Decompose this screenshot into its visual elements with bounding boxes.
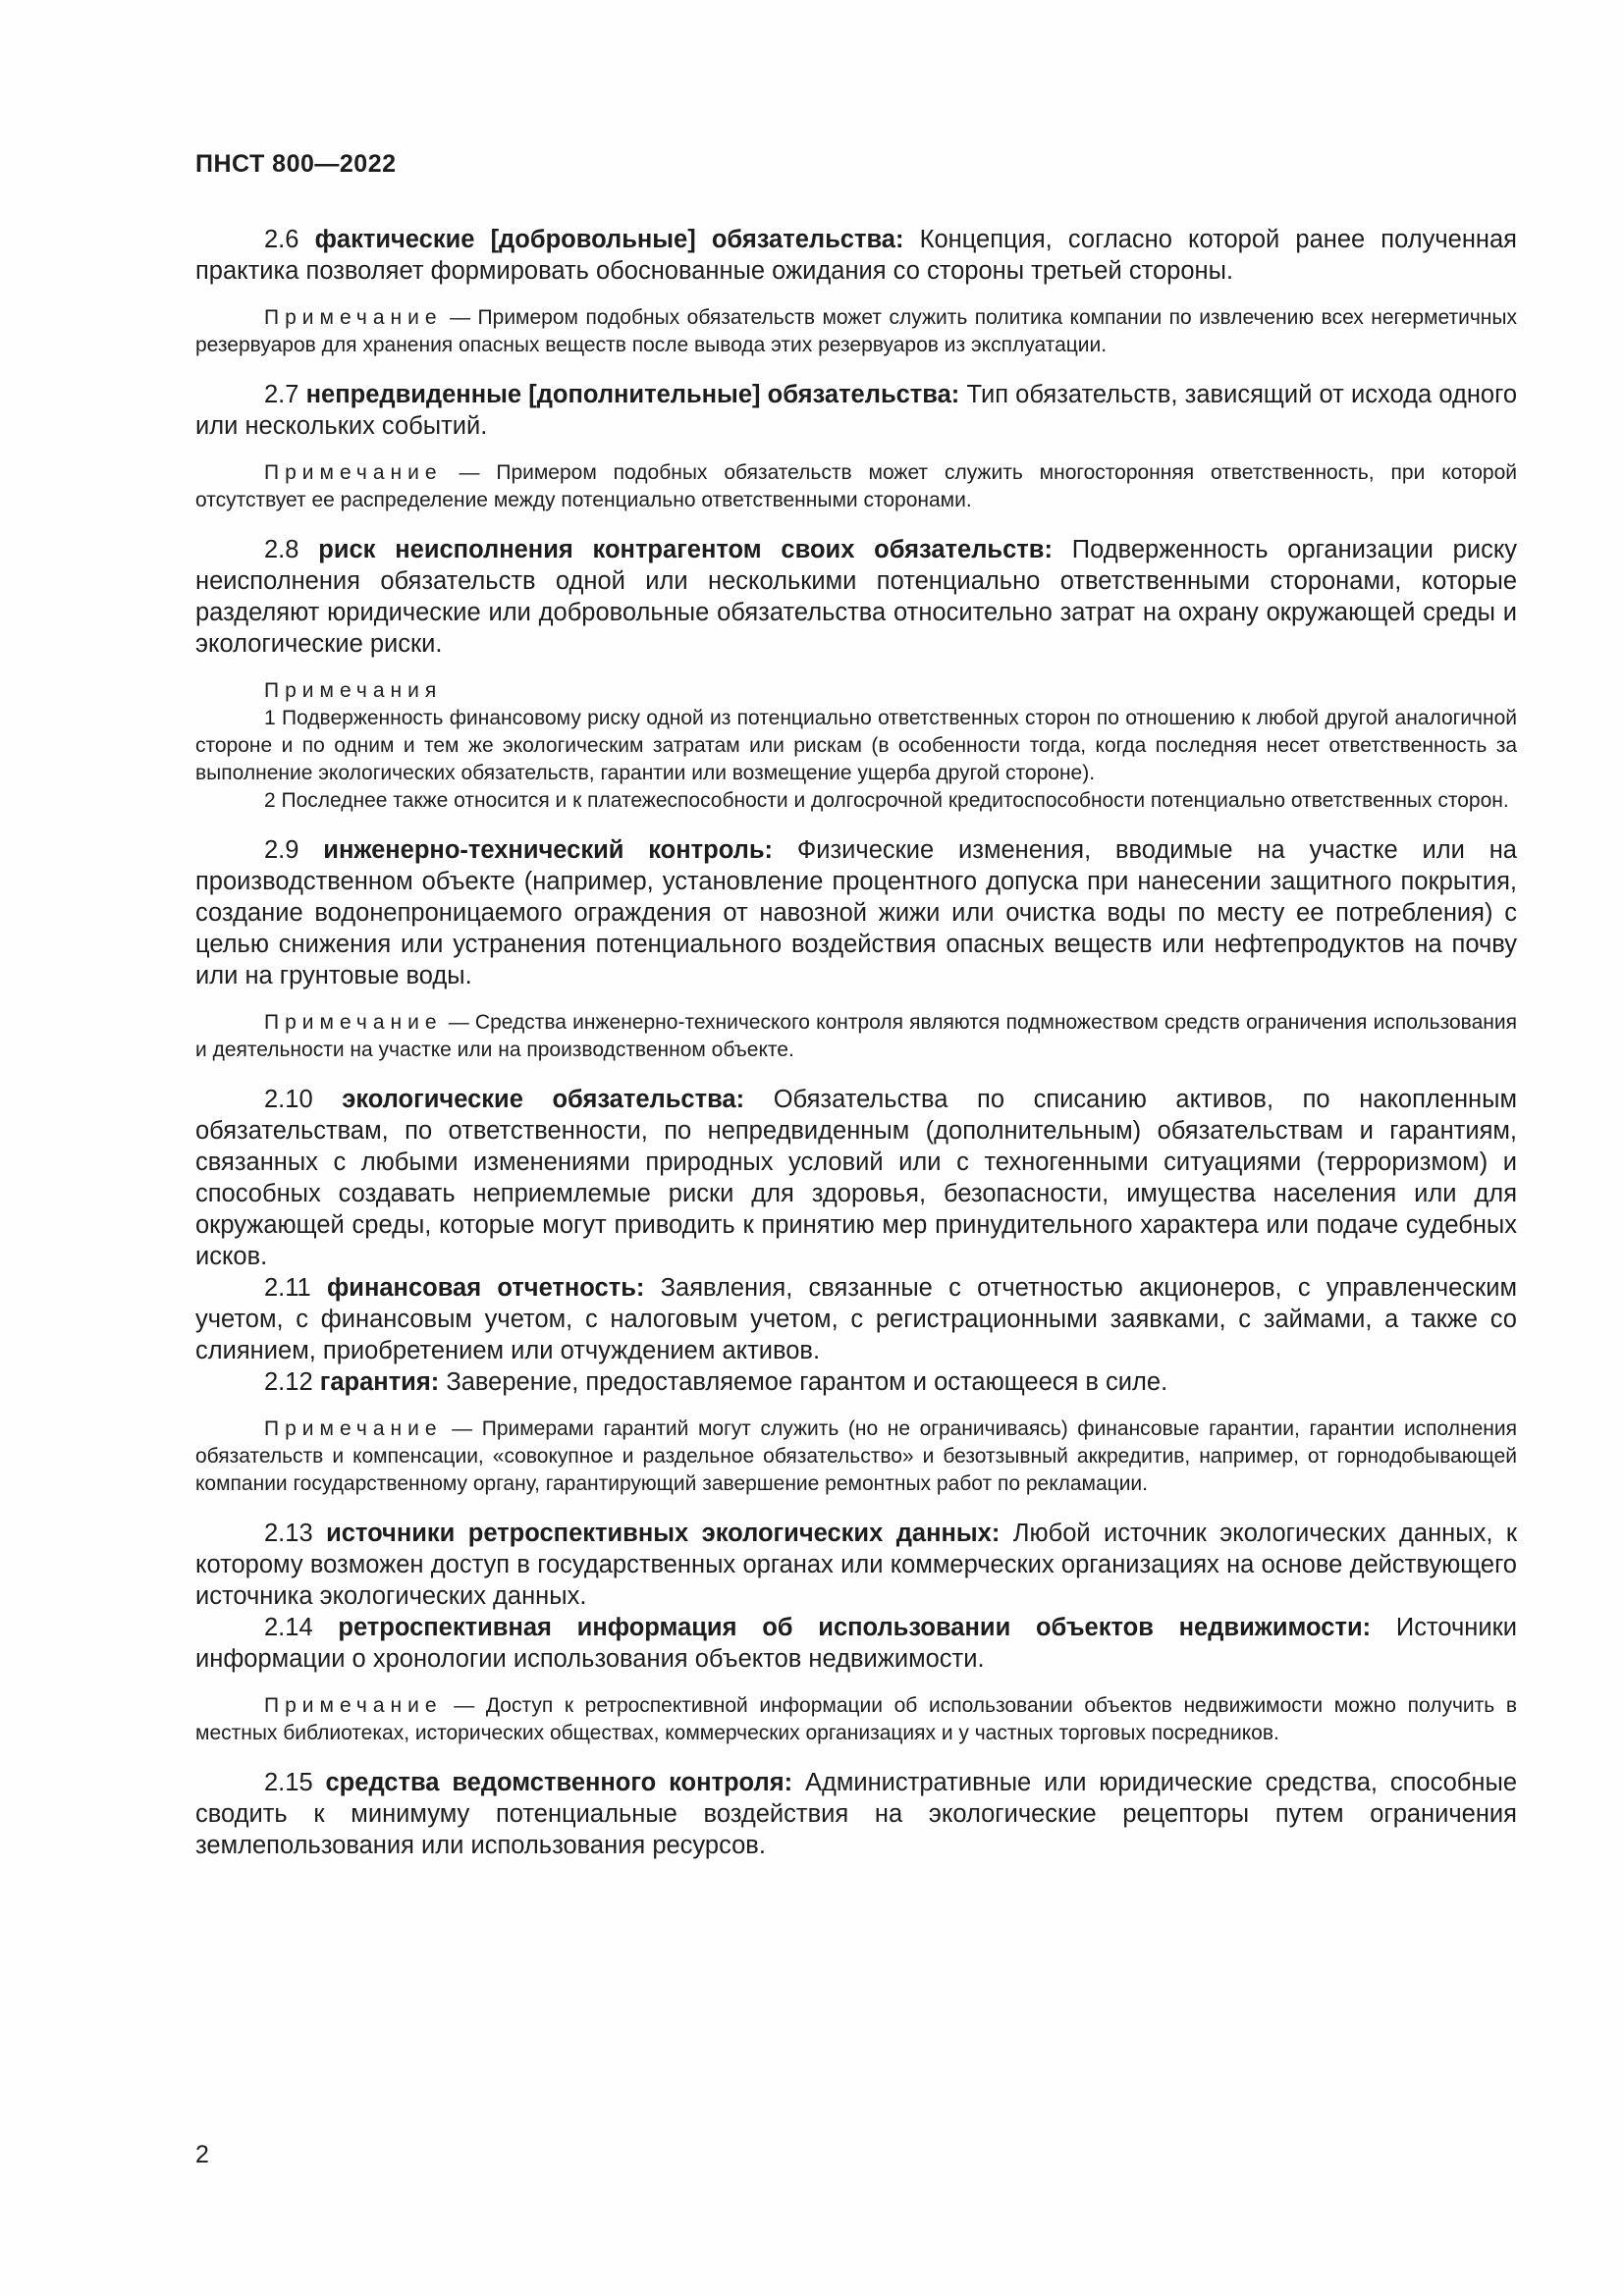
term-number: 2.12 bbox=[264, 1368, 313, 1396]
term-definition: Подверженность организации риску неисполнения обязательств одной или несколькими потенциально ответственными сторонами, которые разделяют юридические или добровольные обязательства относительно затрат на охрану окружающей среды и экологические риски. bbox=[195, 536, 1518, 658]
term-definition: Источники информации о хронологии использования объектов недвижимости. bbox=[195, 1614, 1517, 1673]
term-number: 2.8 bbox=[264, 536, 299, 563]
term-2-11 bbox=[195, 1272, 1517, 1366]
term-number: 2.15 bbox=[264, 1769, 313, 1796]
note-text: — Примером подобных обязательств может служить многосторонняя ответственность, при которой отсутствует ее распределение между потенциально ответственными сторонами. bbox=[195, 461, 1517, 511]
note-label: Примечание bbox=[264, 461, 443, 484]
term-2-6 bbox=[195, 224, 1517, 287]
term-2-9 bbox=[195, 834, 1517, 991]
term-definition: Заверение, предоставляемое гарантом и остающееся в силе. bbox=[446, 1368, 1168, 1396]
term-definition: Любой источник экологических данных, к которому возможен доступ в государственных органах или коммерческих организациях на основе действующего источника экологических данных. bbox=[195, 1520, 1517, 1610]
notes-heading: Примечания bbox=[264, 679, 443, 702]
term-name: риск неисполнения контрагентом своих обязательств: bbox=[318, 536, 1053, 563]
term-name: средства ведомственного контроля: bbox=[325, 1769, 793, 1796]
term-number: 2.6 bbox=[264, 226, 299, 253]
note-2-9 bbox=[195, 1009, 1517, 1064]
term-name: ретроспективная информация об использовании объектов недвижимости: bbox=[338, 1614, 1372, 1641]
note-text: — Примером подобных обязательств может служить политика компании по извлечению всех негерметичных резервуаров для хранения опасных веществ после вывода этих резервуаров из эксплуатации. bbox=[195, 306, 1517, 356]
term-2-7 bbox=[195, 379, 1517, 442]
term-definition: Обязательства по списанию активов, по накопленным обязательствам, по ответственности, по непредвиденным (дополнительным) обязательствам и гарантиям, связанных с любыми изменениями природных условий или с техногенными ситуациями (терроризмом) и способных создавать неприемлемые риски для здоровья, безопасности, имущества населения или для окружающей среды, которые могут приводить к принятию мер принудительного характера или подаче судебных исков. bbox=[195, 1086, 1517, 1270]
note-2-6 bbox=[195, 304, 1517, 359]
terms-body bbox=[195, 224, 1517, 1861]
term-name: финансовая отчетность: bbox=[326, 1274, 645, 1302]
note-2-8-2: 2 Последнее также относится и к платежеспособности и долгосрочной кредитоспособности потенциально ответственных сторон. bbox=[264, 789, 1509, 812]
term-number: 2.14 bbox=[264, 1614, 313, 1641]
term-definition: Концепция, согласно которой ранее полученная практика позволяет формировать обоснованные ожидания со стороны третьей стороны. bbox=[195, 226, 1517, 285]
term-number: 2.13 bbox=[264, 1520, 313, 1547]
term-name: инженерно-технический контроль: bbox=[323, 836, 774, 864]
term-definition: Физические изменения, вводимые на участке или на производственном объекте (например, установление процентного допуска при нанесении защитного покрытия, создание водонепроницаемого ограждения от навозной жижи или очистка воды по месту ее потребления) с целью снижения или устранения потенциального воздействия опасных веществ или нефтепродуктов на почву или на грунтовые воды. bbox=[195, 836, 1517, 989]
note-text: — Доступ к ретроспективной информации об использовании объектов недвижимости можно получить в местных библиотеках, исторических обществах, коммерческих организациях и у частных торговых посредников. bbox=[195, 1694, 1517, 1744]
note-2-12 bbox=[195, 1415, 1517, 1498]
standard-id: ПНСТ 800—2022 bbox=[195, 150, 397, 178]
note-text: — Примерами гарантий могут служить (но не ограничиваясь) финансовые гарантии, гарантии исполнения обязательств и компенсации, «совокупное и раздельное обязательство» и безотзывный аккредитив, например, от горнодобывающей компании государственному органу, гарантирующий завершение ремонтных работ по рекламации. bbox=[195, 1417, 1517, 1495]
note-label: Примечание bbox=[264, 306, 443, 329]
term-2-10 bbox=[195, 1084, 1517, 1272]
term-2-15 bbox=[195, 1767, 1517, 1861]
page-number: 2 bbox=[195, 2141, 209, 2168]
term-number: 2.9 bbox=[264, 836, 299, 864]
note-2-7 bbox=[195, 459, 1517, 514]
note-text: — Средства инженерно-технического контроля являются подмножеством средств ограничения использования и деятельности на участке или на производственном объекте. bbox=[195, 1011, 1517, 1061]
term-definition: Заявления, связанные с отчетностью акционеров, с управленческим учетом, с финансовым учетом, с налоговым учетом, с регистрационными заявками, с займами, а также со слиянием, приобретением или отчуждением активов. bbox=[195, 1274, 1517, 1364]
term-2-14 bbox=[195, 1612, 1517, 1675]
note-label: Примечание bbox=[264, 1694, 443, 1717]
term-name: фактические [добровольные] обязательства: bbox=[314, 226, 904, 253]
note-2-8-1: 1 Подверженность финансовому риску одной из потенциально ответственных сторон по отношению к любой другой аналогичной стороне и по одним и тем же экологическим затратам или рискам (в особенности тогда, когда последняя несет ответственность за выполнение экологических обязательств, гарантии или возмещение ущерба другой стороне). bbox=[195, 707, 1517, 784]
term-2-8 bbox=[195, 534, 1517, 660]
term-2-13 bbox=[195, 1518, 1517, 1612]
term-name: источники ретроспективных экологических данных: bbox=[326, 1520, 1001, 1547]
note-2-14 bbox=[195, 1692, 1517, 1747]
term-number: 2.11 bbox=[264, 1274, 311, 1302]
term-definition: Тип обязательств, зависящий от исхода одного или нескольких событий. bbox=[195, 381, 1518, 440]
note-label: Примечание bbox=[264, 1011, 443, 1034]
term-definition: Административные или юридические средства, способные сводить к минимуму потенциальные воздействия на экологические рецепторы путем ограничения землепользования или использования ресурсов. bbox=[195, 1769, 1518, 1859]
term-name: гарантия: bbox=[319, 1368, 440, 1396]
term-number: 2.7 bbox=[264, 381, 299, 408]
term-2-12 bbox=[195, 1366, 1517, 1398]
term-name: экологические обязательства: bbox=[342, 1086, 745, 1113]
term-number: 2.10 bbox=[264, 1086, 313, 1113]
note-label: Примечание bbox=[264, 1417, 443, 1440]
term-name: непредвиденные [дополнительные] обязательства: bbox=[305, 381, 960, 408]
